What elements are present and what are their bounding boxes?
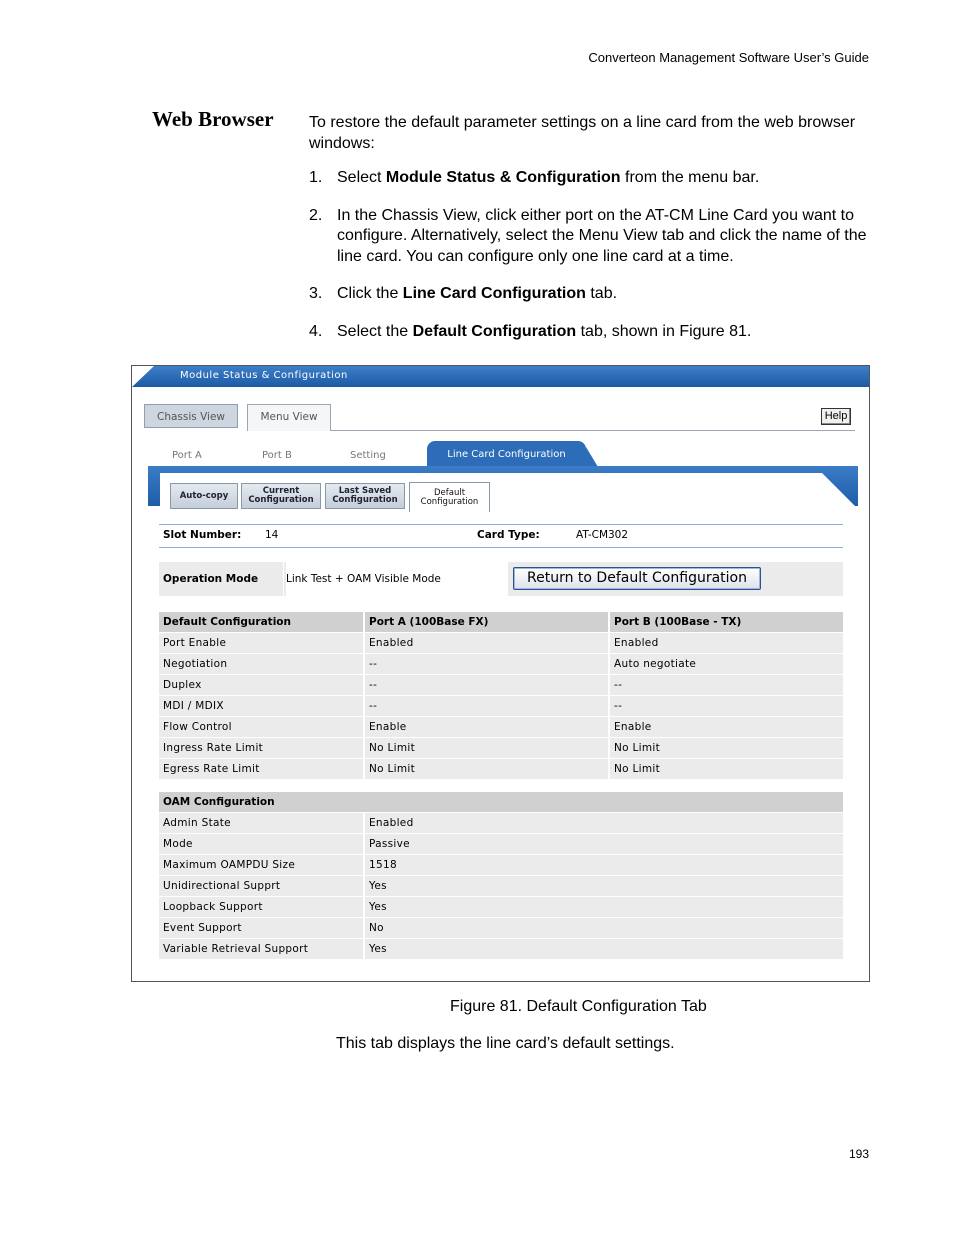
table-row: Mode Passive bbox=[159, 834, 843, 855]
tab-setting[interactable]: Setting bbox=[350, 450, 386, 461]
oam-configuration-table bbox=[159, 792, 843, 959]
step-2: 2. In the Chassis View, click either port on the AT-CM Line Card you want to configure. Alternatively, select the Menu View tab and click the name of the line card. You can configure only one line card at a time. bbox=[309, 206, 867, 265]
figure-screenshot bbox=[131, 365, 870, 982]
card-type-value: AT-CM302 bbox=[576, 529, 629, 541]
default-configuration-table bbox=[159, 612, 843, 779]
section-heading: Web Browser bbox=[152, 107, 274, 131]
table-row: Egress Rate Limit No Limit No Limit bbox=[159, 759, 843, 780]
steps-list bbox=[309, 168, 869, 359]
table-row: Maximum OAMPDU Size 1518 bbox=[159, 855, 843, 876]
window-titlebar bbox=[132, 366, 869, 387]
tab-port-a[interactable]: Port A bbox=[172, 450, 202, 461]
return-to-default-button[interactable]: Return to Default Configuration bbox=[513, 567, 761, 590]
figure-caption: Figure 81. Default Configuration Tab bbox=[450, 998, 707, 1015]
column-header: Port A (100Base FX) bbox=[364, 612, 609, 633]
table-row: Negotiation -- Auto negotiate bbox=[159, 654, 843, 675]
operation-mode-label: Operation Mode bbox=[163, 573, 259, 585]
auto-copy-button[interactable]: Auto-copy bbox=[170, 483, 238, 509]
card-type-label: Card Type: bbox=[477, 529, 540, 541]
table-row: Ingress Rate Limit No Limit No Limit bbox=[159, 738, 843, 759]
operation-mode-row bbox=[159, 562, 843, 596]
current-configuration-button[interactable]: Current Configuration bbox=[241, 483, 321, 509]
closing-paragraph: This tab displays the line card’s default settings. bbox=[336, 1035, 675, 1052]
table-header-row bbox=[159, 792, 843, 813]
table-row: Event Support No bbox=[159, 918, 843, 939]
page-number: 193 bbox=[848, 1147, 869, 1161]
operation-mode-value: Link Test + OAM Visible Mode bbox=[286, 573, 441, 585]
table-row: Flow Control Enable Enable bbox=[159, 717, 843, 738]
tab-chassis-view[interactable]: Chassis View bbox=[144, 404, 238, 428]
table-row: Unidirectional Supprt Yes bbox=[159, 876, 843, 897]
last-saved-configuration-button[interactable]: Last Saved Configuration bbox=[325, 483, 405, 509]
step-1: 1. Select Module Status & Configuration from the menu bar. bbox=[309, 169, 760, 186]
table-row: MDI / MDIX -- -- bbox=[159, 696, 843, 717]
table-row: Variable Retrieval Support Yes bbox=[159, 939, 843, 960]
intro-paragraph: To restore the default parameter settings on a line card from the web browser windows: bbox=[309, 114, 856, 152]
step-4: 4. Select the Default Configuration tab, shown in Figure 81. bbox=[309, 322, 752, 340]
column-header: Port B (100Base - TX) bbox=[609, 612, 843, 633]
table-row: Admin State Enabled bbox=[159, 813, 843, 834]
default-configuration-button[interactable]: Default Configuration bbox=[409, 482, 490, 512]
running-header: Converteon Management Software User’s Guide bbox=[588, 50, 869, 65]
table-row: Loopback Support Yes bbox=[159, 897, 843, 918]
tab-menu-view[interactable]: Menu View bbox=[247, 404, 331, 431]
table-row: Duplex -- -- bbox=[159, 675, 843, 696]
window-title: Module Status & Configuration bbox=[180, 370, 348, 381]
step-3: 3. Click the Line Card Configuration tab. bbox=[309, 285, 618, 302]
slot-info-row bbox=[159, 525, 843, 547]
help-button[interactable]: Help bbox=[821, 408, 851, 425]
slot-number-label: Slot Number: bbox=[163, 529, 242, 541]
tab-port-b[interactable]: Port B bbox=[262, 450, 292, 461]
table-header-row bbox=[159, 612, 843, 633]
column-header: OAM Configuration bbox=[159, 792, 843, 813]
table-row: Port Enable Enabled Enabled bbox=[159, 633, 843, 654]
column-header: Default Configuration bbox=[159, 612, 364, 633]
tab-line-card-configuration[interactable]: Line Card Configuration bbox=[427, 441, 586, 467]
slot-number-value: 14 bbox=[265, 529, 279, 541]
